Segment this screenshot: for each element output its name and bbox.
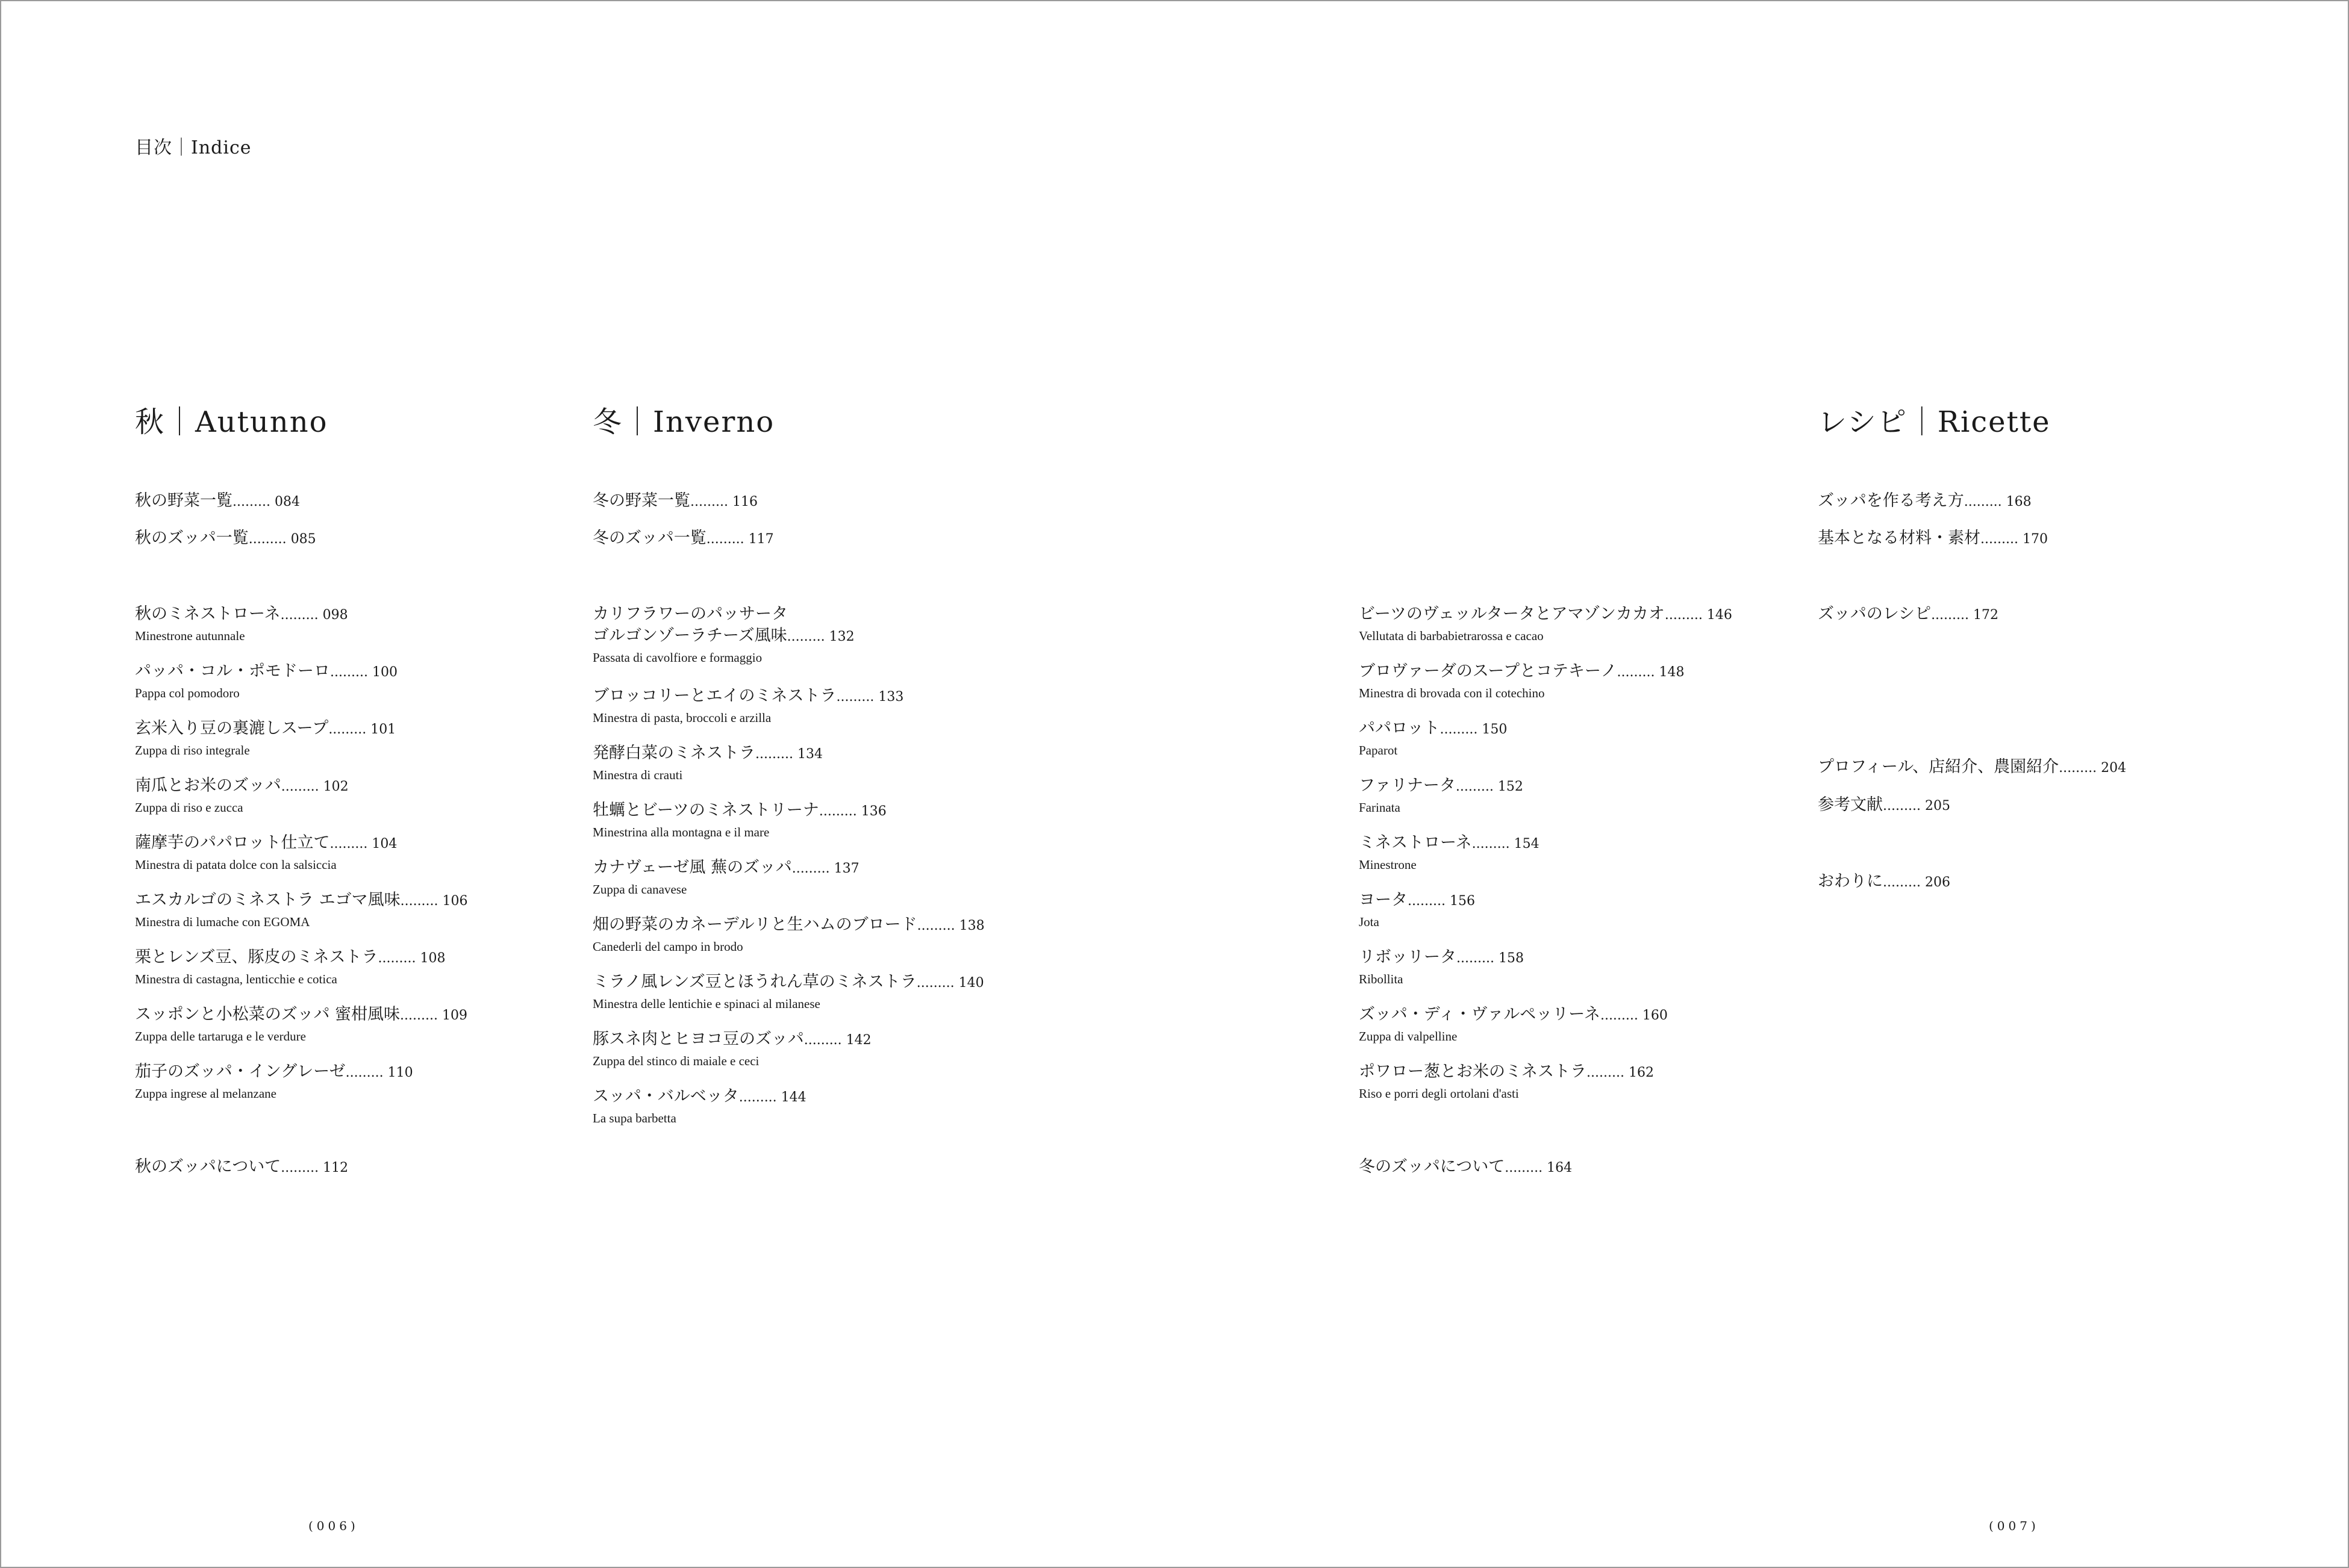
toc-entry: 牡蠣とビーツのミネストリーナ......... 136 Minestrina alla montagna e il mare <box>593 801 887 839</box>
toc-entry: ポワロー葱とお米のミネストラ......... 162 Riso e porri degli ortolani d'asti <box>1359 1062 1654 1101</box>
toc-entry: ビーツのヴェッルタータとアマゾンカカオ......... 146 Vellutata di barbabietrarossa e cacao <box>1359 605 1732 643</box>
toc-entry: パパロット......... 150 Paparot <box>1359 719 1508 758</box>
section-title-recipes: レシピ｜Ricette <box>1818 405 2051 439</box>
toc-entry: ズッパ・ディ・ヴァルペッリーネ......... 160 Zuppa di valpelline <box>1359 1005 1668 1044</box>
toc-entry: ブロヴァーダのスープとコテキーノ......... 148 Minestra di brovada con il cotechino <box>1359 662 1685 700</box>
toc-entry: 南瓜とお米のズッパ......... 102 Zuppa di riso e zucca <box>135 776 349 815</box>
toc-entry: ズッパのレシピ......... 172 <box>1818 605 1999 623</box>
section-title-autumn: 秋｜Autunno <box>135 405 328 439</box>
toc-entry: プロフィール、店紹介、農園紹介......... 204 <box>1818 758 2127 776</box>
toc-entry: 薩摩芋のパパロット仕立て......... 104 Minestra di patata dolce con la salsiccia <box>135 833 398 872</box>
toc-entry: おわりに......... 206 <box>1818 872 1950 891</box>
page-number-right: (007) <box>1989 1519 2039 1533</box>
toc-entry: 冬の野菜一覧......... 116 <box>593 491 758 510</box>
section-title-winter: 冬｜Inverno <box>593 405 775 439</box>
toc-entry: ファリナータ......... 152 Farinata <box>1359 776 1523 815</box>
toc-entry: 秋のミネストローネ......... 098 Minestrone autunnale <box>135 605 348 643</box>
toc-entry: 栗とレンズ豆、豚皮のミネストラ......... 108 Minestra di castagna, lenticchie e cotica <box>135 948 446 986</box>
toc-entry: カナヴェーゼ風 蕪のズッパ......... 137 Zuppa di canavese <box>593 858 859 897</box>
toc-entry: 秋のズッパについて......... 112 <box>135 1157 349 1176</box>
toc-entry: ヨータ......... 156 Jota <box>1359 891 1475 929</box>
toc-entry: パッパ・コル・ポモドーロ......... 100 Pappa col pomodoro <box>135 662 398 700</box>
toc-entry: ミネストローネ......... 154 Minestrone <box>1359 833 1539 872</box>
toc-entry: 参考文献......... 205 <box>1818 795 1950 814</box>
toc-entry: 豚スネ肉とヒヨコ豆のズッパ......... 142 Zuppa del stinco di maiale e ceci <box>593 1030 872 1068</box>
toc-entry: カリフラワーのパッサータ ゴルゴンゾーラチーズ風味......... 132 Passata di cavolfiore e formaggio <box>593 605 855 665</box>
toc-entry: スッパ・バルベッタ......... 144 La supa barbetta <box>593 1087 806 1125</box>
toc-entry: 発酵白菜のミネストラ......... 134 Minestra di crauti <box>593 744 823 782</box>
toc-entry: 冬のズッパ一覧......... 117 <box>593 529 774 547</box>
page-number-left: (006) <box>308 1519 359 1533</box>
toc-entry: 冬のズッパについて......... 164 <box>1359 1157 1573 1176</box>
toc-entry: ブロッコリーとエイのミネストラ......... 133 Minestra di pasta, broccoli e arzilla <box>593 686 904 725</box>
toc-entry: ミラノ風レンズ豆とほうれん草のミネストラ......... 140 Minestra delle lentichie e spinaci al milanese <box>593 972 984 1011</box>
toc-entry: ズッパを作る考え方......... 168 <box>1818 491 2032 510</box>
toc-entry: エスカルゴのミネストラ エゴマ風味......... 106 Minestra di lumache con EGOMA <box>135 891 468 929</box>
toc-entry: 秋の野菜一覧......... 084 <box>135 491 300 510</box>
toc-entry: 基本となる材料・素材......... 170 <box>1818 529 2048 547</box>
toc-entry: 秋のズッパ一覧......... 085 <box>135 529 316 547</box>
toc-entry: 茄子のズッパ・イングレーゼ......... 110 Zuppa ingrese al melanzane <box>135 1062 413 1101</box>
toc-entry: リボッリータ......... 158 Ribollita <box>1359 948 1524 986</box>
toc-entry: 畑の野菜のカネーデルリと生ハムのブロード......... 138 Canederli del campo in brodo <box>593 915 985 954</box>
page-header: 目次｜Indice <box>135 137 252 158</box>
toc-entry: 玄米入り豆の裏漉しスープ......... 101 Zuppa di riso integrale <box>135 719 396 758</box>
toc-entry: スッポンと小松菜のズッパ 蜜柑風味......... 109 Zuppa delle tartaruga e le verdure <box>135 1005 467 1044</box>
